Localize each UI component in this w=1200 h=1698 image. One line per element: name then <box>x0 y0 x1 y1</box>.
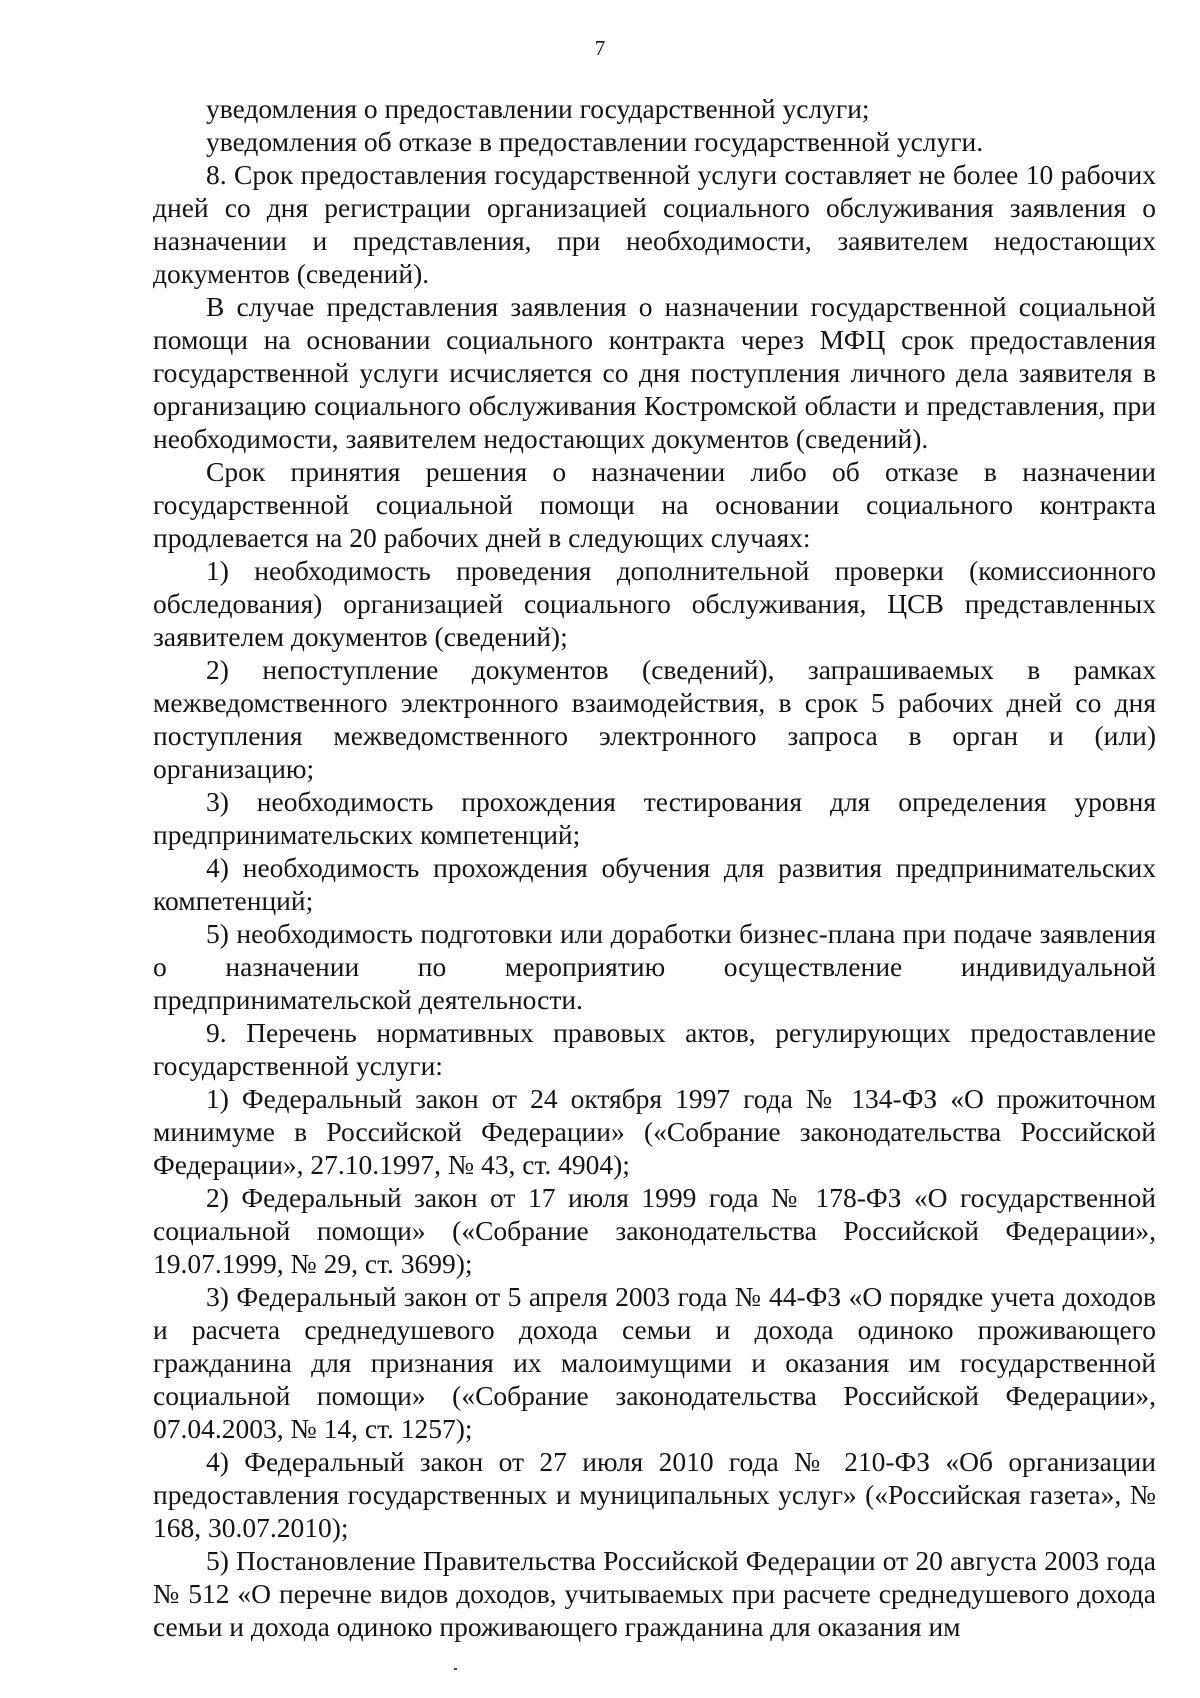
list-item-law-3: 3) Федеральный закон от 5 апреля 2003 года № 44-ФЗ «О порядке учета доходов и расчета среднедушевого дохода семьи и дохода одиноко проживающего гражданина для признания их малоимущими и оказания им государственной социальной помощи» («Собрание законодательства Российской Федерации», 07.04.2003, № 14, ст. 1257); <box>153 1281 1156 1444</box>
list-item-extension-5: 5) необходимость подготовки или доработки бизнес-плана при подаче заявления о назначении по мероприятию осуществление индивидуальной предпринимательской деятельности. <box>153 918 1156 1015</box>
paragraph-decision-extension: Срок принятия решения о назначении либо об отказе в назначении государственной социальной помощи на основании социального контракта продлевается на 20 рабочих дней в следующих случаях: <box>153 456 1156 553</box>
paragraph-notice-granted: уведомления о предоставлении государственной услуги; <box>206 93 870 124</box>
paragraph-8-service-term: 8. Срок предоставления государственной услуги составляет не более 10 рабочих дней со дня регистрации организацией социального обслуживания заявления о назначении и представления, при необходимости, заявителем недостающих документов (сведений). <box>153 159 1156 289</box>
list-item-extension-2: 2) непоступление документов (сведений), запрашиваемых в рамках межведомственного электронного взаимодействия, в срок 5 рабочих дней со дня поступления межведомственного электронного запроса в орган и (или) организацию; <box>153 654 1156 784</box>
list-item-law-1: 1) Федеральный закон от 24 октября 1997 года № 134-ФЗ «О прожиточном минимуме в Российской Федерации» («Собрание законодательства Российской Федерации», 27.10.1997, № 43, ст. 4904); <box>153 1083 1156 1180</box>
list-item-law-4: 4) Федеральный закон от 27 июля 2010 года № 210-ФЗ «Об организации предоставления государственных и муниципальных услуг» («Российская газета», № 168, 30.07.2010); <box>153 1446 1156 1543</box>
list-item-extension-3: 3) необходимость прохождения тестирования для определения уровня предпринимательских компетенций; <box>153 786 1156 850</box>
list-item-law-2: 2) Федеральный закон от 17 июля 1999 года № 178-ФЗ «О государственной социальной помощи» («Собрание законодательства Российской Федерации», 19.07.1999, № 29, ст. 3699); <box>153 1182 1156 1279</box>
paragraph-mfc-application: В случае представления заявления о назначении государственной социальной помощи на основании социального контракта через МФЦ срок предоставления государственной услуги исчисляется со дня поступления личного дела заявителя в организацию социального обслуживания Костромской области и представления, при необходимости, заявителем недостающих документов (сведений). <box>153 291 1156 454</box>
scan-speck <box>454 1668 457 1670</box>
list-item-extension-4: 4) необходимость прохождения обучения для развития предпринимательских компетенций; <box>153 852 1156 916</box>
paragraph-9-legal-acts: 9. Перечень нормативных правовых актов, регулирующих предоставление государственной услуги: <box>153 1017 1156 1081</box>
paragraph-notice-refusal: уведомления об отказе в предоставлении государственной услуги. <box>206 126 984 157</box>
page-number: 7 <box>594 36 606 60</box>
list-item-law-5: 5) Постановление Правительства Российской Федерации от 20 августа 2003 года № 512 «О перечне видов доходов, учитываемых при расчете среднедушевого дохода семьи и дохода одиноко проживающего гражданина для оказания им <box>153 1545 1156 1642</box>
document-body <box>153 92 1156 1643</box>
list-item-extension-1: 1) необходимость проведения дополнительной проверки (комиссионного обследования) организацией социального обслуживания, ЦСВ представленных заявителем документов (сведений); <box>153 555 1156 652</box>
